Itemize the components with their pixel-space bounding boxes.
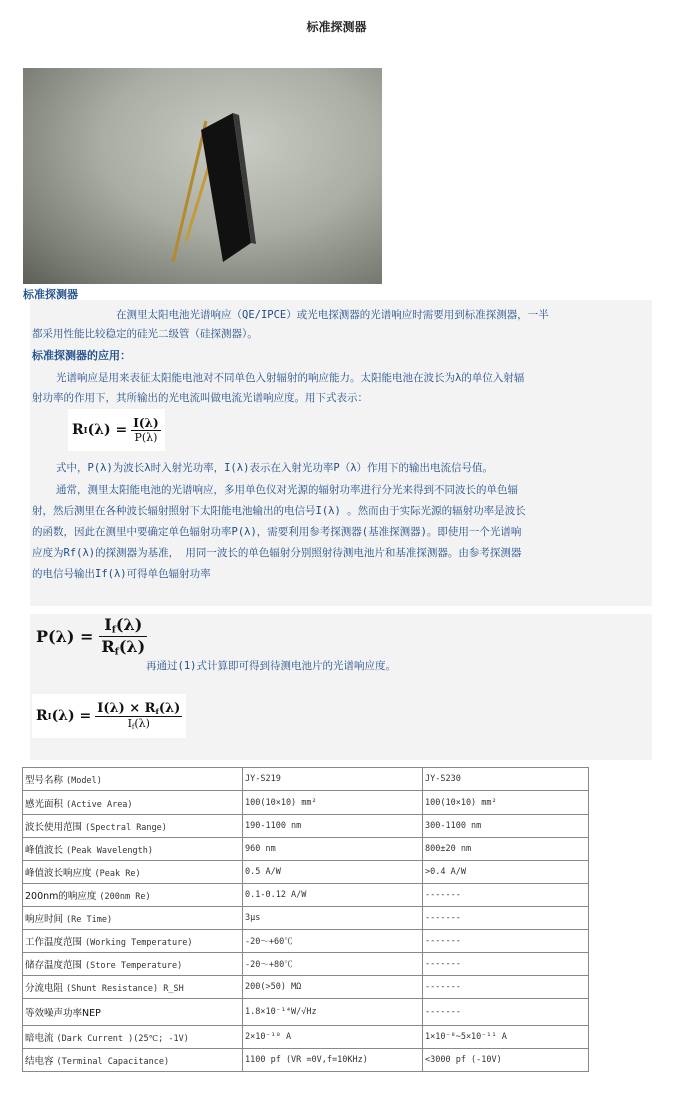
spec-name-cn: 工作温度范围: [25, 937, 83, 948]
spec-name-cn: 等效噪声功率NEP: [25, 1008, 101, 1019]
spec-value-s230: >0.4 A/W: [423, 861, 589, 884]
spec-name-cn: 波长使用范围: [25, 822, 83, 833]
spec-value-s230: 300-1100 nm: [423, 815, 589, 838]
spec-name-cn: 200nm的响应度: [25, 891, 97, 902]
spec-name-en: (Working Temperature): [85, 938, 193, 948]
spec-value-s219: -20～+60℃: [243, 930, 423, 953]
spec-name-en: (Active Area): [66, 799, 133, 810]
spec-name-en: (Model): [66, 776, 102, 786]
spec-name-cn: 感光面积: [25, 798, 64, 810]
spec-name-cell: [23, 953, 243, 976]
spec-value-s219: JY-S219: [243, 768, 423, 791]
spec-name-en: (Spectral Range): [85, 823, 167, 833]
spec-name-cn: 分流电阻: [25, 983, 64, 994]
spec-value-s219: 200(>50) MΩ: [243, 976, 423, 999]
spec-value-s230: -------: [423, 976, 589, 999]
spec-value-s219: 0.1-0.12 A/W: [243, 884, 423, 907]
spec-value-s219: 190-1100 nm: [243, 815, 423, 838]
spec-name-en: (200nm Re): [99, 892, 151, 902]
spec-value-s230: -------: [423, 999, 589, 1026]
spec-value-s219: 1100 pf (VR =0V,f=10KHz): [243, 1049, 423, 1072]
intro-line-2: 都采用性能比较稳定的硅光二级管（硅探测器）。: [32, 328, 258, 340]
table-row: [23, 976, 589, 999]
spec-name-cn: 型号名称: [25, 775, 64, 786]
spec-value-s219: 960 nm: [243, 838, 423, 861]
spec-value-s230: JY-S230: [423, 768, 589, 791]
method-line-5: 的电信号输出If(λ)可得单色辐射功率: [32, 568, 211, 580]
spec-value-s219: -20～+80℃: [243, 953, 423, 976]
table-row: [23, 1049, 589, 1072]
detector-photo: [23, 68, 382, 284]
spec-name-cell: [23, 884, 243, 907]
spec-name-en: (Shunt Resistance) R_SH: [66, 984, 184, 994]
spec-value-s230: -------: [423, 953, 589, 976]
spec-name-cell: [23, 999, 243, 1026]
application-heading: 标准探测器的应用：: [32, 349, 131, 362]
response-line-2: 射功率的作用下，其所输出的光电流叫做电流光谱响应度。用下式表示：: [32, 392, 368, 404]
spec-name-cell: [23, 976, 243, 999]
section-heading: 标准探测器: [23, 288, 78, 301]
spec-name-cell: [23, 1049, 243, 1072]
spec-value-s219: 3μs: [243, 907, 423, 930]
spec-value-s230: <3000 pf (-10V): [423, 1049, 589, 1072]
conclusion-line: 再通过(1)式计算即可得到待测电池片的光谱响应度。: [146, 660, 396, 672]
page-title: 标准探测器: [306, 20, 367, 34]
spec-name-en: (Peak Re): [94, 869, 141, 879]
spec-value-s219: 2×10⁻¹⁰ A: [243, 1026, 423, 1049]
table-row: [23, 884, 589, 907]
spec-value-s230: -------: [423, 907, 589, 930]
spec-name-en: (Re Time): [66, 915, 113, 925]
spec-value-s219: 100(10×10) mm²: [243, 791, 423, 815]
detector-illustration: [23, 68, 382, 284]
table-row: [23, 953, 589, 976]
table-row: [23, 768, 589, 791]
spec-table: [22, 767, 589, 1072]
spec-name-en: (Store Temperature): [85, 961, 183, 971]
spec-name-en: (Peak Wavelength): [66, 846, 154, 856]
definition-line: 式中，P(λ)为波长λ时入射光功率，I(λ)表示在入射光功率P（λ）作用下的输出电流信号值。: [56, 462, 494, 474]
spec-value-s230: -------: [423, 884, 589, 907]
spec-name-cn: 暗电流: [25, 1033, 54, 1044]
spec-name-en: (Terminal Capacitance): [56, 1057, 170, 1067]
formula-power: P(λ) = $\frac{I_f(\lambda)}{R_f(\lambda)}$: [36, 615, 146, 657]
table-row: [23, 930, 589, 953]
spec-value-s219: 0.5 A/W: [243, 861, 423, 884]
spec-name-cn: 峰值波长响应度: [25, 868, 92, 879]
method-line-4: 应度为Rf(λ)的探测器为基准， 用同一波长的单色辐射分别照射待测电池片和基准探测器。由参考探测器: [32, 547, 522, 559]
spec-name-cell: [23, 791, 243, 815]
method-line-3: 的函数，因此在测里中要确定单色辐射功率P(λ)，需要利用参考探测器(基准探测器)。即使用一个光谱响: [32, 526, 522, 538]
spec-value-s219: 1.8×10⁻¹⁴W/√Hz: [243, 999, 423, 1026]
spec-name-cell: [23, 838, 243, 861]
intro-line-1: 在测里太阳电池光谱响应（QE/IPCE）或光电探测器的光谱响应时需要用到标准探测器，一半: [116, 309, 549, 321]
spec-name-en: (Dark Current )(25℃; -1V): [56, 1034, 189, 1044]
spec-name-cell: [23, 815, 243, 838]
spec-name-cell: [23, 768, 243, 791]
formula-test-responsivity: R I (λ) = $\frac{I(\lambda) \times R_f(\lambda)}{I_f(\lambda)}$: [32, 694, 186, 738]
table-row: [23, 791, 589, 815]
spec-name-cn: 响应时间: [25, 914, 64, 925]
spec-name-cell: [23, 861, 243, 884]
spec-value-s230: 100(10×10) mm²: [423, 791, 589, 815]
spec-name-cn: 储存温度范围: [25, 960, 83, 971]
formula-responsivity: R I (λ) = $\frac{I(\lambda)}{P(\lambda)}$: [68, 409, 165, 451]
response-line-1: 光谱响应是用来表征太阳能电池对不同单色入射辐射的响应能力。太阳能电池在波长为λ的单位入射辐: [56, 372, 525, 384]
spec-name-cell: [23, 930, 243, 953]
method-line-2: 射，然后测里在各种波长辐射照射下太阳能电池输出的电信号I(λ) 。然而由于实际光源的辐射功率是波长: [32, 505, 526, 517]
table-row: [23, 999, 589, 1026]
table-row: [23, 838, 589, 861]
table-row: [23, 1026, 589, 1049]
spec-value-s230: -------: [423, 930, 589, 953]
spec-value-s230: 1×10⁻⁸~5×10⁻¹¹ A: [423, 1026, 589, 1049]
spec-name-cn: 峰值波长: [25, 845, 64, 856]
spec-name-cn: 结电容: [25, 1056, 54, 1067]
table-row: [23, 907, 589, 930]
table-row: [23, 815, 589, 838]
table-row: [23, 861, 589, 884]
spec-name-cell: [23, 1026, 243, 1049]
spec-name-cell: [23, 907, 243, 930]
spec-value-s230: 800±20 nm: [423, 838, 589, 861]
method-line-1: 通常，测里太阳能电池的光谱响应，多用单色仪对光源的辐射功率进行分光来得到不同波长的单色辐: [56, 484, 518, 496]
